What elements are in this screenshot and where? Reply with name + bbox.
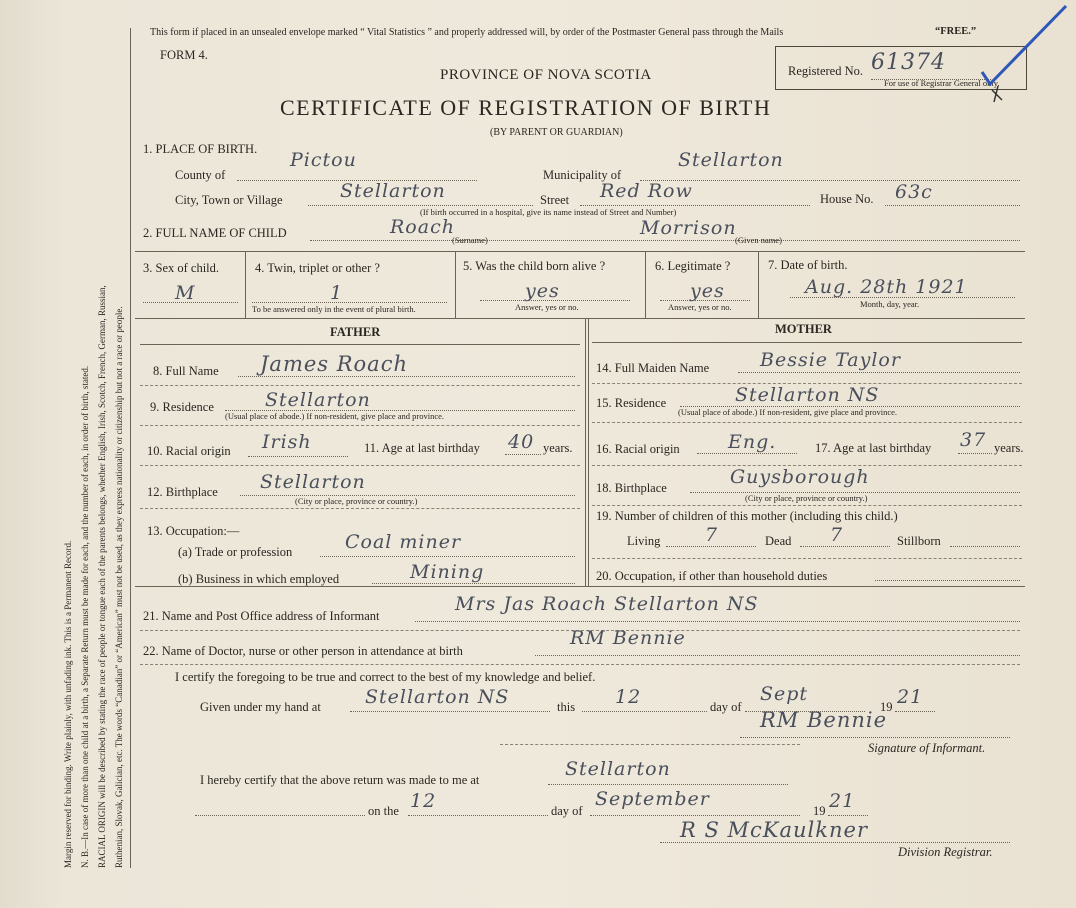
father-racial-value: Irish bbox=[262, 431, 312, 453]
father-age-label: 11. Age at last birthday bbox=[364, 441, 480, 455]
child-surname-value: Roach bbox=[390, 216, 455, 238]
registered-label: Registered No. bbox=[788, 64, 863, 78]
mother-birthplace-label: 18. Birthplace bbox=[596, 481, 667, 495]
informant-signature: RM Bennie bbox=[760, 708, 888, 732]
mother-racial-label: 16. Racial origin bbox=[596, 442, 680, 456]
province-heading: PROVINCE OF NOVA SCOTIA bbox=[440, 67, 652, 83]
mother-name-value: Bessie Taylor bbox=[760, 349, 901, 371]
dead-value: 7 bbox=[830, 524, 844, 546]
father-birthplace-label: 12. Birthplace bbox=[147, 485, 218, 499]
municipality-label: Municipality of bbox=[543, 168, 622, 182]
legitimate-label: 6. Legitimate ? bbox=[655, 259, 731, 273]
father-residence-value: Stellarton bbox=[265, 389, 371, 411]
father-residence-label: 9. Residence bbox=[150, 400, 214, 414]
mother-birthplace-note: (City or place, province or country.) bbox=[745, 493, 868, 503]
father-trade-value: Coal miner bbox=[345, 531, 462, 553]
father-heading: FATHER bbox=[330, 325, 381, 339]
registrar-year-value: 21 bbox=[829, 790, 856, 812]
mother-occupation-label: 20. Occupation, if other than household duties bbox=[596, 569, 828, 583]
certify-day-value: 12 bbox=[615, 686, 642, 708]
father-racial-label: 10. Racial origin bbox=[147, 444, 231, 458]
surname-label: (Surname) bbox=[452, 235, 488, 245]
binding-margin-line bbox=[130, 28, 131, 868]
certify-year-value: 21 bbox=[897, 686, 924, 708]
registrar-use-note: For use of Registrar General only. bbox=[884, 78, 1000, 88]
county-label: County of bbox=[175, 168, 226, 182]
doctor-label: 22. Name of Doctor, nurse or other person in attendance at birth bbox=[143, 644, 463, 658]
given-place-value: Stellarton NS bbox=[365, 686, 510, 708]
municipality-value: Stellarton bbox=[678, 149, 784, 171]
registrar-day-of-label: day of bbox=[551, 804, 583, 818]
father-business-label: (b) Business in which employed bbox=[178, 572, 340, 586]
birth-date-note: Month, day, year. bbox=[860, 299, 920, 309]
certify-statement: I certify the foregoing to be true and correct to the best of my knowledge and belief. bbox=[175, 670, 596, 684]
mother-name-label: 14. Full Maiden Name bbox=[596, 361, 710, 375]
registrar-on-the: on the bbox=[368, 804, 399, 818]
mother-age-value: 37 bbox=[960, 429, 987, 451]
twin-note: To be answered only in the event of plural birth. bbox=[252, 304, 416, 314]
child-given-value: Morrison bbox=[640, 217, 737, 239]
given-under-label: Given under my hand at bbox=[200, 700, 321, 714]
dead-label: Dead bbox=[765, 534, 792, 548]
alive-label: 5. Was the child born alive ? bbox=[463, 259, 606, 273]
certificate-subtitle: (BY PARENT OR GUARDIAN) bbox=[490, 127, 623, 138]
mother-age-label: 17. Age at last birthday bbox=[815, 441, 932, 455]
father-trade-label: (a) Trade or profession bbox=[178, 545, 293, 559]
mother-racial-value: Eng. bbox=[728, 431, 777, 453]
father-residence-note: (Usual place of abode.) If non-resident, give place and province. bbox=[225, 411, 445, 421]
twin-value: 1 bbox=[330, 282, 344, 304]
city-value: Stellarton bbox=[340, 180, 446, 202]
informant-label: 21. Name and Post Office address of Informant bbox=[143, 609, 380, 623]
living-label: Living bbox=[627, 534, 661, 548]
registrar-place-value: Stellarton bbox=[565, 758, 671, 780]
mother-birthplace-value: Guysborough bbox=[730, 466, 870, 488]
mother-years: years. bbox=[994, 441, 1024, 455]
street-label: Street bbox=[540, 193, 570, 207]
sex-label: 3. Sex of child. bbox=[143, 261, 220, 275]
doctor-value: RM Bennie bbox=[570, 627, 686, 649]
registrar-year-prefix: 19 bbox=[813, 804, 826, 818]
certificate-title: CERTIFICATE OF REGISTRATION OF BIRTH bbox=[280, 95, 772, 120]
mother-residence-value: Stellarton NS bbox=[735, 384, 880, 406]
father-birthplace-value: Stellarton bbox=[260, 471, 366, 493]
hospital-note: (If birth occurred in a hospital, give its name instead of Street and Number) bbox=[420, 207, 677, 217]
registrar-signature: R S McKaulkner bbox=[680, 818, 868, 842]
father-birthplace-note: (City or place, province or country.) bbox=[295, 496, 418, 506]
free-mark: “FREE.” bbox=[935, 26, 977, 37]
form-number: FORM 4. bbox=[160, 48, 208, 62]
given-name-label: (Given name) bbox=[735, 235, 782, 245]
stillborn-label: Stillborn bbox=[897, 534, 941, 548]
place-section-label: 1. PLACE OF BIRTH. bbox=[143, 142, 258, 156]
sex-value: M bbox=[175, 282, 196, 304]
legitimate-value: yes bbox=[690, 280, 725, 302]
city-label: City, Town or Village bbox=[175, 193, 283, 207]
registrar-month-value: September bbox=[595, 788, 710, 810]
father-name-value: James Roach bbox=[260, 352, 408, 376]
house-label: House No. bbox=[820, 192, 874, 206]
twin-label: 4. Twin, triplet or other ? bbox=[255, 261, 380, 275]
checkmark-icon bbox=[968, 2, 1068, 114]
mother-heading: MOTHER bbox=[775, 322, 832, 336]
informant-signature-label: Signature of Informant. bbox=[868, 741, 986, 755]
mother-residence-label: 15. Residence bbox=[596, 396, 667, 410]
father-name-label: 8. Full Name bbox=[153, 364, 219, 378]
father-years: years. bbox=[543, 441, 573, 455]
father-business-value: Mining bbox=[410, 561, 485, 583]
registrar-statement: I hereby certify that the above return was made to me at bbox=[200, 773, 480, 787]
birth-date-label: 7. Date of birth. bbox=[768, 258, 848, 272]
mother-children-label: 19. Number of children of this mother (including this child.) bbox=[596, 509, 898, 523]
side-text-line-2: N. B.—In case of more than one child at a birth, a Separate Return must be made for each, and the number of each, in order of birth, stated. bbox=[80, 365, 90, 868]
living-value: 7 bbox=[705, 524, 719, 546]
envelope-note: This form if placed in an unsealed envelope marked “ Vital Statistics ” and properly addressed will, by order of the Postmaster General pass through the Mails bbox=[150, 27, 784, 38]
certify-year-prefix: 19 bbox=[880, 700, 893, 714]
registrar-day-value: 12 bbox=[410, 790, 437, 812]
certify-day-of-label: day of bbox=[710, 700, 742, 714]
alive-note: Answer, yes or no. bbox=[515, 302, 579, 312]
father-occupation-label: 13. Occupation:— bbox=[147, 524, 240, 538]
informant-value: Mrs Jas Roach Stellarton NS bbox=[455, 593, 759, 615]
house-value: 63c bbox=[895, 181, 933, 203]
side-text-line-1: Margin reserved for binding. Write plainly, with unfading ink. This is a Permanent Record. bbox=[63, 540, 73, 868]
county-value: Pictou bbox=[290, 149, 357, 171]
street-value: Red Row bbox=[600, 180, 693, 202]
child-name-label: 2. FULL NAME OF CHILD bbox=[143, 226, 287, 240]
registered-value: 61374 bbox=[871, 50, 946, 75]
certify-month-value: Sept bbox=[760, 683, 809, 705]
legitimate-note: Answer, yes or no. bbox=[668, 302, 732, 312]
birth-date-value: Aug. 28th 1921 bbox=[805, 276, 968, 298]
alive-value: yes bbox=[525, 280, 560, 302]
side-text-line-3: RACIAL ORIGIN will be described by stating the race of people or tongue each of the parents belongs, whether English, Irish, Scotch, French, German, Russian, bbox=[97, 285, 107, 868]
registrar-signature-label: Division Registrar. bbox=[898, 845, 993, 859]
this-label: this bbox=[557, 700, 576, 714]
mother-residence-note: (Usual place of abode.) If non-resident, give place and province. bbox=[678, 407, 898, 417]
side-text-line-4: Ruthenian, Slovak, Galician, etc. The words “Canadian” or “American” must not be used, as they express nationality or citizenship but not a race or people. bbox=[114, 306, 124, 868]
father-age-value: 40 bbox=[508, 431, 535, 453]
